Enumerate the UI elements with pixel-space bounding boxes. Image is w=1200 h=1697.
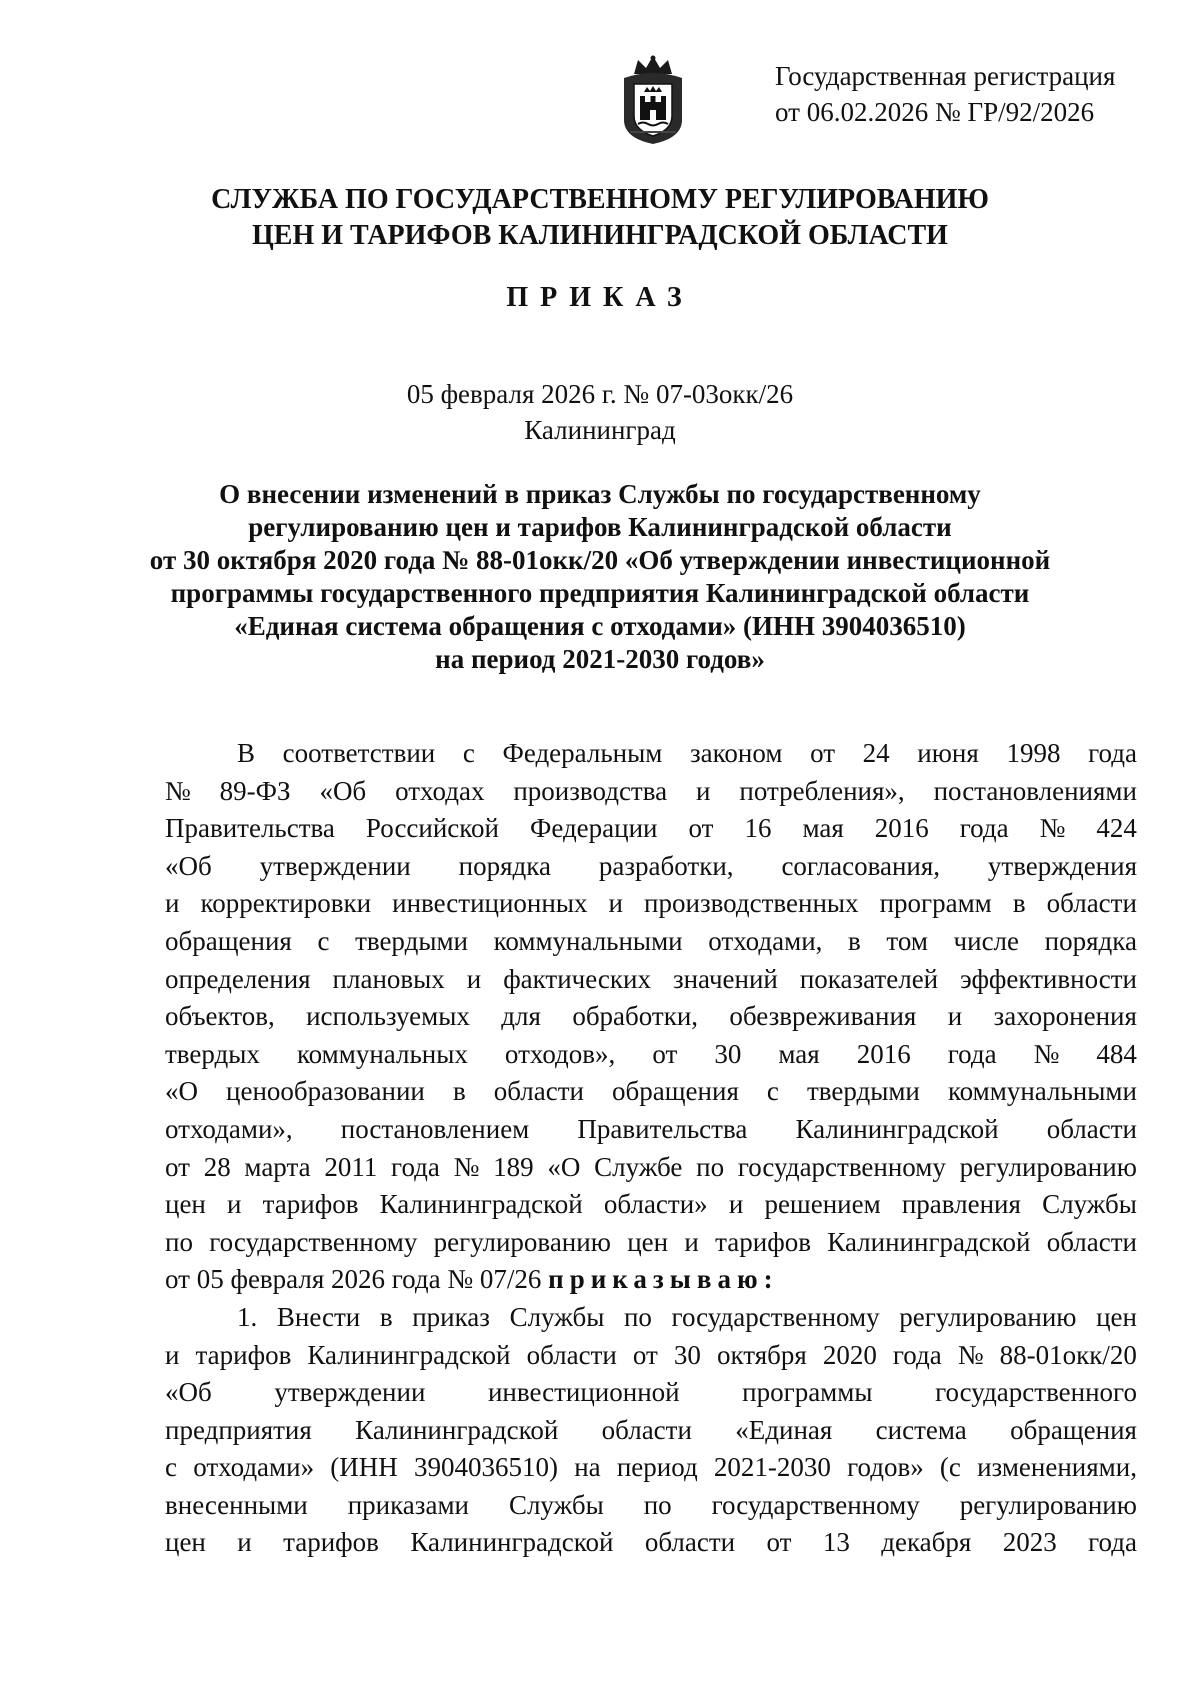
word: постановлением — [340, 1113, 530, 1144]
word: Правительства — [165, 813, 335, 844]
word: марта — [244, 1151, 311, 1182]
word: 424 — [1096, 813, 1137, 844]
order-date-number: 05 февраля 2026 г. № 07-03окк/26 — [406, 379, 794, 409]
word: коммунальными — [493, 925, 683, 956]
item-line — [165, 1299, 1137, 1337]
word: фактических — [503, 963, 651, 994]
word: решением — [764, 1189, 881, 1220]
word: изменениями, — [977, 1452, 1137, 1483]
word: инвестиционной — [487, 1377, 680, 1408]
word: области — [526, 1339, 617, 1370]
word: согласования, — [781, 850, 941, 881]
body-line — [165, 998, 1137, 1036]
word: программ — [879, 888, 992, 919]
word: годов» — [847, 1452, 924, 1483]
word: области — [1046, 1113, 1137, 1144]
word: цен — [1096, 1301, 1137, 1332]
word: государственного — [935, 1377, 1137, 1408]
word: года — [1088, 738, 1137, 768]
word: от — [632, 1339, 658, 1370]
body-line — [165, 1073, 1137, 1111]
word: государственному — [737, 1151, 946, 1182]
kaliningrad-coat-of-arms-icon — [620, 54, 686, 146]
word: от — [688, 813, 714, 844]
word: тарифов — [262, 1189, 359, 1220]
word: Службе — [594, 1151, 683, 1182]
word: Внести — [276, 1301, 361, 1332]
order-keyword: приказываю: — [548, 1264, 779, 1295]
word: Федерации — [529, 813, 658, 844]
word: объектов, — [165, 1001, 275, 1032]
agency-name-line-2: ЦЕН И ТАРИФОВ КАЛИНИНГРАДСКОЙ ОБЛАСТИ — [252, 220, 948, 251]
word: № — [1033, 1038, 1060, 1069]
word: области — [493, 1076, 584, 1107]
word: Правительства — [577, 1113, 748, 1144]
word: декабря — [881, 1527, 972, 1558]
word: правления — [901, 1189, 1021, 1220]
word: захоронения — [993, 1001, 1137, 1032]
body-line — [165, 885, 1137, 923]
word: 2016 — [874, 813, 929, 844]
word: области — [1046, 888, 1137, 919]
resolution-reference: от 05 февраля 2026 года № 07/26 — [165, 1264, 542, 1295]
subject-line: «Единая система обращения с отходами» (ИНН 3904036510) — [234, 611, 966, 641]
word: твердых — [165, 1038, 260, 1069]
word: «Единая — [735, 1414, 833, 1445]
word: коммунальных — [296, 1038, 468, 1069]
word: Калининградской — [355, 1414, 559, 1445]
subject-line: регулированию цен и тарифов Калининградской области — [248, 512, 952, 542]
word: от — [766, 1527, 792, 1558]
word: Федеральным — [502, 738, 663, 768]
word: обезвреживания — [729, 1001, 917, 1032]
word: области — [1046, 1226, 1137, 1257]
word: 89-ФЗ — [219, 775, 291, 806]
word: № — [453, 1151, 480, 1182]
word: 1. — [237, 1301, 258, 1332]
word: 2020 — [822, 1339, 877, 1370]
word: от — [165, 1151, 190, 1182]
word: 13 — [822, 1527, 850, 1558]
item-line — [165, 1412, 1137, 1450]
subject-line: от 30 октября 2020 года № 88-01окк/20 «Об утверждении инвестиционной — [149, 545, 1051, 575]
word: определения — [165, 963, 311, 994]
word: порядка — [458, 850, 551, 881]
word: 30 — [714, 1038, 742, 1069]
word: коммунальными — [947, 1076, 1137, 1107]
word: года — [892, 1339, 942, 1370]
subject-line: О внесении изменений в приказ Службы по государственному — [219, 479, 981, 509]
subject-line: программы государственного предприятия Калининградской области — [170, 578, 1030, 608]
word: Калининградской — [795, 1113, 999, 1144]
body-line — [165, 961, 1137, 999]
word: значений — [672, 963, 778, 994]
word: и — [947, 1001, 963, 1032]
word: и — [165, 888, 180, 919]
word: порядка — [1044, 925, 1137, 956]
word: мая — [778, 1038, 820, 1069]
word: в — [379, 1301, 393, 1332]
word: и — [227, 1189, 242, 1220]
word: утверждении — [259, 850, 411, 881]
word: цен — [627, 1226, 669, 1257]
word: и — [237, 1527, 252, 1558]
body-final-line — [165, 1261, 1137, 1299]
word: года — [947, 1038, 997, 1069]
word: период — [616, 1452, 698, 1483]
word: Службы — [508, 1489, 604, 1520]
registration-stamp — [775, 58, 1135, 130]
word: 1998 — [1006, 738, 1061, 768]
word: утверждении — [274, 1377, 426, 1408]
body-line — [165, 1149, 1137, 1187]
word: 30 — [673, 1339, 701, 1370]
word: ценообразовании — [226, 1076, 425, 1107]
word: потребления», — [739, 775, 905, 806]
word: 24 — [862, 738, 890, 768]
word: от — [652, 1038, 678, 1069]
word: Службы — [509, 1301, 605, 1332]
word: области — [644, 1527, 736, 1558]
word: твердыми — [806, 1076, 920, 1107]
word: Калининградской — [307, 1339, 511, 1370]
item-line — [165, 1449, 1137, 1487]
word: в — [1012, 888, 1026, 919]
word: 16 — [744, 813, 772, 844]
word: используемых — [306, 1001, 470, 1032]
word: (с — [939, 1452, 961, 1483]
word: в — [848, 925, 861, 956]
word: Калининградской — [827, 1226, 1031, 1257]
word: приказ — [412, 1301, 490, 1332]
word: регулированию — [899, 1301, 1077, 1332]
word: июня — [917, 738, 979, 768]
word: 88-01окк/20 — [999, 1339, 1137, 1370]
word: с — [766, 1076, 779, 1107]
word: эффективности — [960, 963, 1137, 994]
word: «Об — [319, 775, 367, 806]
word: инвестиционных — [392, 888, 588, 919]
word: плановых — [332, 963, 445, 994]
word: тарифов — [715, 1226, 811, 1257]
date-block — [100, 376, 1100, 448]
word: на — [574, 1452, 601, 1483]
word: от — [810, 738, 836, 768]
order-subject — [100, 478, 1100, 676]
word: цен — [165, 1189, 206, 1220]
word: области» — [603, 1189, 708, 1220]
agency-name — [100, 182, 1100, 254]
word: по — [696, 1151, 725, 1182]
word: «Об — [165, 850, 212, 881]
word: государственному — [711, 1489, 920, 1520]
word: регулированию — [959, 1489, 1137, 1520]
word: внесенными — [165, 1489, 308, 1520]
word: и — [608, 888, 623, 919]
word: числе — [953, 925, 1020, 956]
word: приказами — [347, 1489, 469, 1520]
word: 2021-2030 — [713, 1452, 831, 1483]
word: регулированию — [433, 1226, 611, 1257]
body-line — [165, 848, 1137, 886]
order-city: Калининград — [524, 415, 676, 445]
word: система — [875, 1414, 967, 1445]
word: 3904036510) — [414, 1452, 558, 1483]
word: № — [165, 775, 191, 806]
document-type: ПРИКАЗ — [506, 282, 694, 313]
word: 484 — [1096, 1038, 1137, 1069]
word: обработки, — [572, 1001, 699, 1032]
word: Калининградской — [379, 1189, 583, 1220]
word: том — [886, 925, 928, 956]
word: с — [317, 925, 330, 956]
word: по — [623, 1301, 652, 1332]
word: отходах — [395, 775, 485, 806]
word: 2023 — [1002, 1527, 1057, 1558]
body-line — [165, 1036, 1137, 1074]
word: отходами», — [165, 1113, 293, 1144]
item-line — [165, 1487, 1137, 1525]
agency-name-line-1: СЛУЖБА ПО ГОСУДАРСТВЕННОМУ РЕГУЛИРОВАНИЮ — [211, 184, 989, 215]
word: предприятия — [165, 1414, 312, 1445]
body-line — [165, 1111, 1137, 1149]
word: отходами, — [708, 925, 823, 956]
word: 2011 — [324, 1151, 378, 1182]
body-line — [165, 1224, 1137, 1262]
word: государственному — [671, 1301, 880, 1332]
word: 2016 — [856, 1038, 911, 1069]
word: с — [165, 1452, 177, 1483]
body-line — [165, 923, 1137, 961]
word: года — [391, 1151, 440, 1182]
word: разработки, — [598, 850, 734, 881]
word: обращения — [165, 925, 292, 956]
word: программы — [742, 1377, 873, 1408]
item-line — [165, 1337, 1137, 1375]
word: обращения — [612, 1076, 739, 1107]
item-line — [165, 1374, 1137, 1412]
word: обращения — [1010, 1414, 1137, 1445]
subject-line: на период 2021-2030 годов» — [435, 644, 765, 674]
word: «О — [165, 1076, 198, 1107]
word: регулированию — [959, 1151, 1137, 1182]
word: и — [696, 775, 711, 806]
word: В — [237, 738, 256, 768]
word: и — [728, 1189, 744, 1220]
word: «О — [547, 1151, 581, 1182]
word: производственных — [644, 888, 859, 919]
word: цен — [165, 1527, 206, 1558]
word: государственному — [209, 1226, 418, 1257]
word: отходов», — [504, 1038, 616, 1069]
word: корректировки — [200, 888, 372, 919]
body-line — [165, 1186, 1137, 1224]
word: тарифов — [283, 1527, 379, 1558]
word: законом — [690, 738, 783, 768]
order-body — [165, 735, 1137, 1562]
word: (ИНН — [330, 1452, 398, 1483]
word: «Об — [165, 1377, 212, 1408]
word: утверждения — [987, 850, 1137, 881]
word: в — [452, 1076, 466, 1107]
body-line — [165, 773, 1137, 811]
word: по — [165, 1226, 193, 1257]
word: и — [165, 1339, 180, 1370]
word: показателей — [799, 963, 939, 994]
word: области — [601, 1414, 692, 1445]
word: твердыми — [355, 925, 468, 956]
word: Калининградской — [410, 1527, 614, 1558]
word: производства — [513, 775, 668, 806]
word: Службы — [1042, 1189, 1137, 1220]
word: 28 — [203, 1151, 231, 1182]
word: октября — [716, 1339, 807, 1370]
word: № — [957, 1339, 984, 1370]
body-line — [165, 735, 1137, 773]
item-line — [165, 1524, 1137, 1562]
word: постановлениями — [933, 775, 1137, 806]
registration-line: Государственная регистрация — [775, 61, 1116, 91]
word: по — [643, 1489, 672, 1520]
word: Российской — [365, 813, 499, 844]
word: с — [462, 738, 475, 768]
body-line — [165, 810, 1137, 848]
word: № — [1039, 813, 1066, 844]
word: года — [1088, 1527, 1137, 1558]
word: тарифов — [195, 1339, 292, 1370]
word: 189 — [493, 1151, 534, 1182]
word: года — [959, 813, 1009, 844]
word: отходами» — [193, 1452, 315, 1483]
word: мая — [802, 813, 844, 844]
registration-date-number: от 06.02.2026 № ГР/92/2026 — [775, 97, 1095, 127]
word: и — [684, 1226, 699, 1257]
word: для — [501, 1001, 541, 1032]
word: соответствии — [282, 738, 436, 768]
word: и — [466, 963, 482, 994]
